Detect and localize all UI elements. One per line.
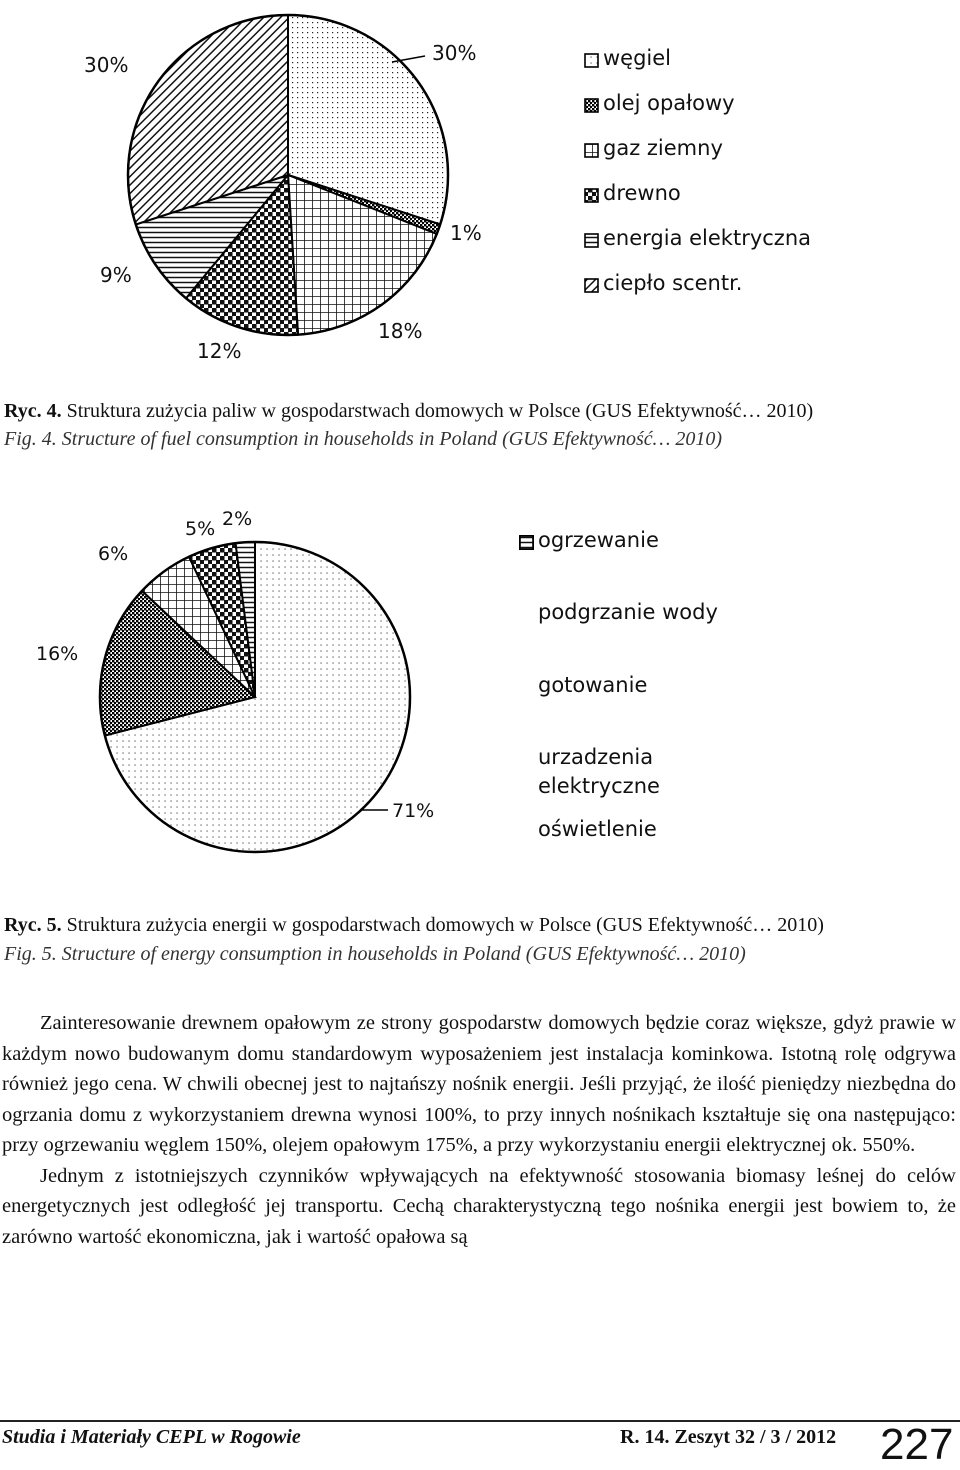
body-text	[2, 1008, 956, 1252]
legend-swatch	[585, 54, 598, 67]
legend-swatch	[585, 144, 598, 157]
legend-label: elektryczne	[538, 774, 660, 798]
energy-legend	[520, 528, 718, 841]
fig4-title-en: Structure of fuel consumption in households in Poland (GUS Efektywność… 2010)	[61, 428, 723, 450]
fig5-caption-en	[4, 941, 956, 967]
pie-data-label: 5%	[185, 518, 216, 540]
legend-label: podgrzanie wody	[538, 600, 718, 624]
footer-rule	[0, 1420, 960, 1422]
legend-label: ciepło scentr.	[603, 271, 743, 295]
legend-label: olej opałowy	[603, 91, 735, 115]
fig4-caption-pl	[4, 398, 956, 424]
pie-data-label: 30%	[432, 41, 477, 65]
energy-pie-chart	[36, 508, 434, 852]
legend-label: drewno	[603, 181, 681, 205]
fig5-title-en: Structure of energy consumption in households in Poland (GUS Efektywność… 2010)	[61, 943, 746, 965]
legend-label: gaz ziemny	[603, 136, 723, 160]
footer-issue: R. 14. Zeszyt 32 / 3 / 2012	[620, 1426, 837, 1448]
pie-data-label: 6%	[98, 543, 129, 565]
pie-data-label: 18%	[378, 319, 423, 343]
legend-label: urzadzenia	[538, 745, 654, 769]
pie-data-label: 1%	[450, 221, 482, 245]
fig4-caption-en	[4, 426, 956, 452]
fig4-number-en: Fig. 4.	[4, 428, 57, 450]
fig5-number-en: Fig. 5.	[4, 943, 57, 965]
legend-label: węgiel	[603, 46, 672, 70]
body-paragraph-1: Zainteresowanie drewnem opałowym ze strony gospodarstw domowych będzie coraz większe, gdyż prawie w każdym nowo budowanym domu standardowym wyposażeniem jest instalacja kominkowa. Istotną rolę odgrywa również jego cena. W chwili obecnej jest to najtańszy nośnik energii. Jeśli przyjąć, że ilość pieniędzy niezbędna do ogrzania domu z wykorzystaniem drewna wynosi 100%, to przy innych nośnikach kształtuje się ona następująco: przy ogrzewaniu węglem 150%, olejem opałowym 175%, a przy wykorzystaniu energii elektrycznej ok. 550%.	[2, 1012, 956, 1156]
fig4-number-pl: Ryc. 4.	[4, 400, 62, 422]
legend-swatch	[585, 234, 598, 247]
legend-swatch	[520, 536, 533, 549]
legend-label: oświetlenie	[538, 817, 657, 841]
page-number: 227	[880, 1420, 954, 1469]
legend-swatch	[585, 279, 598, 292]
legend-swatch	[585, 189, 598, 202]
pie-data-label: 71%	[392, 800, 435, 822]
body-paragraph-2: Jednym z istotniejszych czynników wpływających na efektywność stosowania biomasy leśnej do celów energetycznych jest odległość jej transportu. Cechą charakterystyczną tego nośnika energii jest bowiem to, że zarówno wartość ekonomiczna, jak i wartość opałowa są	[2, 1164, 956, 1248]
pie-data-label: 2%	[222, 508, 253, 530]
pie-data-label: 30%	[84, 53, 129, 77]
fig5-caption-pl	[4, 912, 956, 938]
pie-data-label: 16%	[36, 643, 79, 665]
fuel-legend	[585, 46, 811, 295]
fig5-number-pl: Ryc. 5.	[4, 914, 62, 936]
legend-label: ogrzewanie	[538, 528, 659, 552]
pie-data-label: 12%	[197, 339, 242, 363]
fig5-title-pl: Struktura zużycia energii w gospodarstwach domowych w Polsce (GUS Efektywność… 2010)	[66, 914, 824, 936]
fuel-pie-chart	[84, 15, 482, 363]
fig4-title-pl: Struktura zużycia paliw w gospodarstwach domowych w Polsce (GUS Efektywność… 2010)	[66, 400, 814, 422]
pie-data-label: 9%	[100, 263, 132, 287]
legend-label: gotowanie	[538, 673, 648, 697]
legend-label: energia elektryczna	[603, 226, 812, 250]
legend-swatch	[585, 99, 598, 112]
footer-journal: Studia i Materiały CEPL w Rogowie	[2, 1426, 301, 1448]
